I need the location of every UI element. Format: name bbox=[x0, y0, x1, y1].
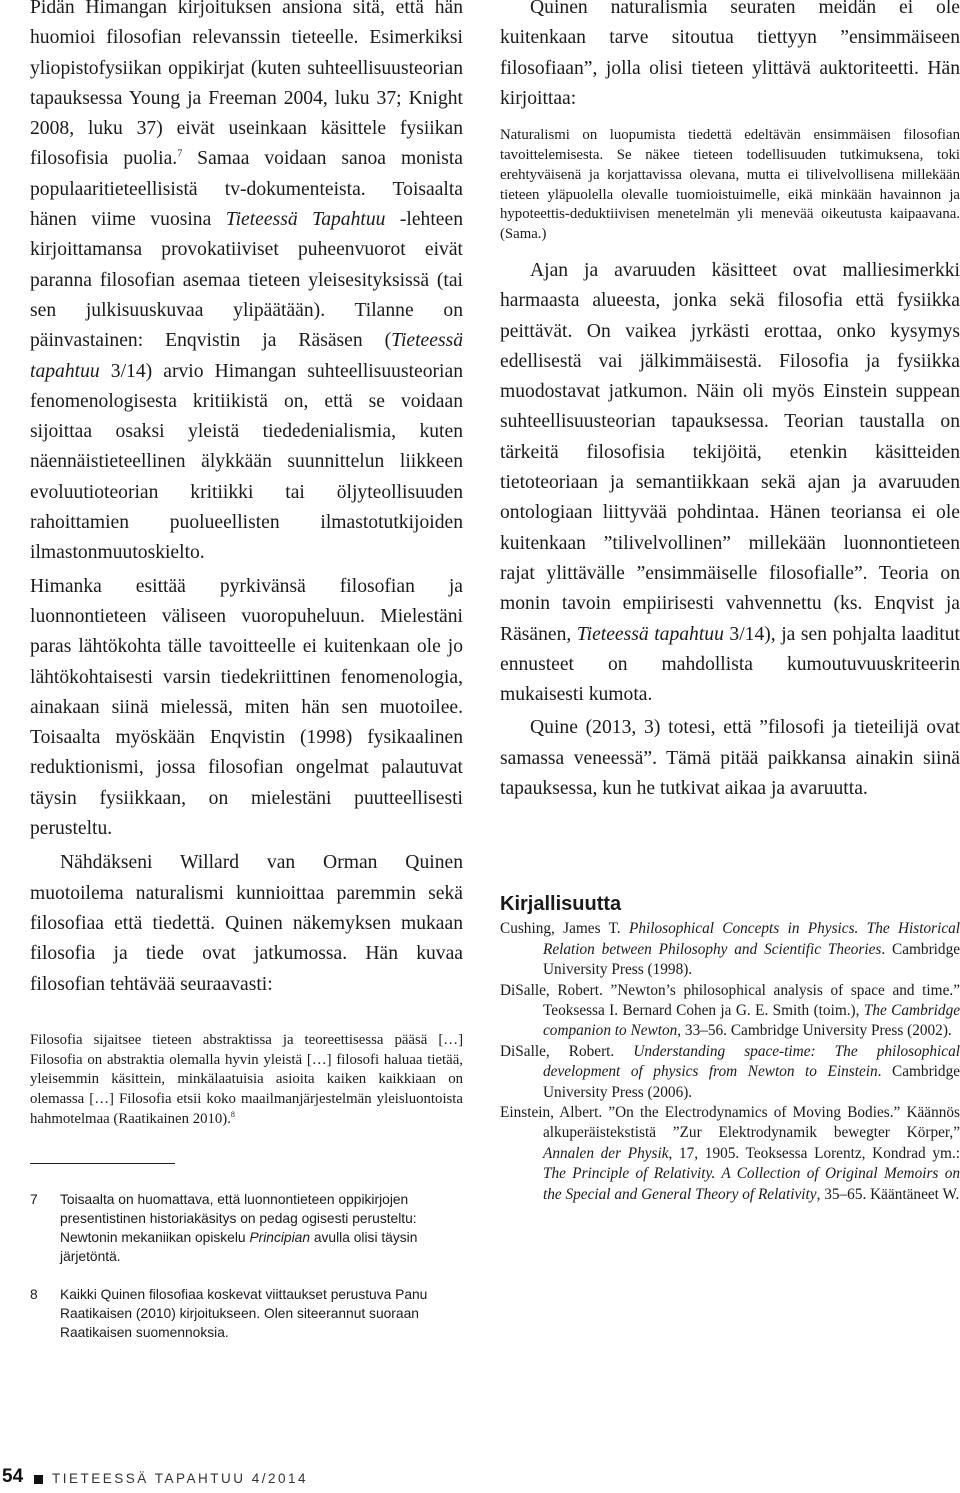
block-quote: Naturalismi on luopumista tiedettä edeltävän ensimmäisen filosofian tavoittelemisesta. Se näkee tieteen todellisuuden tutkimuksena, toki erehtyväisenä ja korjattavissa olevana, mutta ei tilivelvollisena millekään tieteen yläpuolella olevalle tuomioistuimelle, eikä minkään havainnon ja hypoteettis-deduktiivisen menetelmän yli menevää oikeutusta kaipaavana. (Sama.) bbox=[500, 127, 960, 243]
body-paragraph: Pidän Himangan kirjoituksen ansiona sitä, että hän huomioi filosofian relevanssin tieteelle. Esimerkiksi yliopistofysiikan oppikirjat (kuten suhteellisuusteorian tapauksessa Young ja Freeman 2004, luku 37; Knight 2008, luku 37) eivät useinkaan käsittele fysiikan filosofisia puolia.$^7$ Samaa voidaan sanoa monista populaaritieteellisistä tv-dokumenteista. Toisaalta hänen viime vuosina Tieteessä Tapahtuu -lehteen kirjoittamansa provokatiiviset puheenvuorot eivät paranna filosofian asemaa tieteen yleisesityksissä (tai sen julkisuuskuvaa ylipäätään). Tilanne on päinvastainen: Enqvistin ja Räsäsen (Tieteessä tapahtuu 3/14) arvio Himangan suhteellisuusteorian fenomenologisesta kritiikistä on, että se voidaan sijoittaa osaksi yleistä tiededenialismia, kuten näennäistieteellinen älykkään suunnittelun liikkeen evoluutioteorian kritiikki tai öljyteollisuuden rahoittamien puolueellisten ilmastotutkijoiden ilmastonmuutoskielto. bbox=[30, 0, 463, 564]
reference-item: Einstein, Albert. ”On the Electrodynamics of Moving Bodies.” Käännös alkuperäistekstistä ”Zur Elektrodynamik bewegter Körper,” Annalen der Physik, 17, 1905. Teoksessa Lorentz, Kondrad ym.: The Principle of Relativity. A Collection of Original Memoirs on the Special and General Theory of Relativity, 35–65. Kääntäneet W. bbox=[500, 1103, 960, 1203]
footnote-8: 8 Kaikki Quinen filosofiaa koskevat viittaukset perustuva Panu Raatikaisen (2010) kirjoitukseen. Olen siteerannut suoraan Raatikaisen suomennoksia. bbox=[30, 1286, 428, 1340]
references-heading: Kirjallisuutta bbox=[500, 893, 622, 916]
right-column bbox=[500, 0, 960, 1205]
magazine-name: TIETEESSÄ TAPAHTUU 4/2014 bbox=[52, 1471, 309, 1486]
page-number: 54 bbox=[2, 1466, 24, 1487]
references-list bbox=[500, 919, 960, 1205]
reference-item: DiSalle, Robert. ”Newton’s philosophical analysis of space and time.” Teoksessa I. Bernard Cohen ja G. E. Smith (toim.), The Cambridge companion to Newton, 33–56. Cambridge University Press (2002). bbox=[500, 981, 960, 1040]
reference-item: DiSalle, Robert. Understanding space-time: The philosophical development of physics from Newton to Einstein. Cambridge University Press (2006). bbox=[500, 1042, 960, 1101]
body-paragraph: Ajan ja avaruuden käsitteet ovat malliesimerkki harmaasta alueesta, jonka sekä filosofia että fysiikka peittävät. On vaikea jyrkästi erottaa, onko kysymys edellisestä vai jälkimmäisestä. Filosofia ja fysiikka muodostavat jatkumon. Näin oli myös Einstein suppean suhteellisuusteorian tapauksessa. Teorian taustalla on tärkeitä filosofisia tekijöitä, etenkin käsitteiden tietoteoriaan ja semantiikkaan sekä ajan ja avaruuden ontologiaan liittyvää pohdintaa. Hänen teoriansa ei ole kuitenkaan ”tilivelvollinen” millekään luonnontieteen rajat ylittävälle ”ensimmäiselle filosofialle”. Teoria on monin tavoin empiirisesti vahvennettu (ks. Enqvist ja Räsänen, Tieteessä tapahtuu 3/14), ja sen pohjalta laaditut ennusteet on mahdollista kumoutuvuuskriteerin mukaisesti kumota. bbox=[500, 259, 960, 706]
body-paragraph: Quinen naturalismia seuraten meidän ei ole kuitenkaan tarve sitoutua tiettyyn ”ensimmäiseen filosofiaan”, jolla olisi tieteen ylittävä auktoriteetti. Hän kirjoittaa: bbox=[500, 0, 960, 109]
footnote-ref-7[interactable]: 7 bbox=[177, 148, 183, 160]
footnote-7: 7 Toisaalta on huomattava, että luonnontieteen oppikirjojen presentistinen historiakäsitys on pedag ogisesti perusteltu: Newtonin mekaniikan opiskelu Principian avulla olisi täysin järjetöntä. bbox=[30, 1191, 418, 1265]
reference-item: Cushing, James T. Philosophical Concepts in Physics. The Historical Relation between Philosophy and Scientific Theories. Cambridge University Press (1998). bbox=[500, 920, 960, 979]
body-paragraph: Quine (2013, 3) totesi, että ”filosofi ja tieteilijä ovat samassa veneessä”. Tämä pitää paikkansa ainakin siinä tapauksessa, kun he tutkivat aikaa ja avaruutta. bbox=[500, 717, 960, 800]
footnotes bbox=[30, 1190, 463, 1342]
block-quote: Filosofia sijaitsee tieteen abstraktissa ja teoreettisessa pääsä […] Filosofia on abstraktia olemalla hyvin yleistä […] filosofi haluaa tietää, yleisemmin käsittein, minkälaatuisia asioita kaiken kaikkiaan on olemassa […] Filosofia etsii koko maailmanjärjestelmän yleisluontoista hahmotelmaa (Raatikainen 2010).$^8$ bbox=[30, 1031, 463, 1127]
footnote-separator bbox=[30, 1163, 175, 1164]
footnote-ref-8[interactable]: 8 bbox=[230, 1110, 235, 1120]
body-paragraph: Himanka esittää pyrkivänsä filosofian ja luonnontieteen väliseen vuoropuheluun. Mielestäni paras lähtökohta tälle tavoitteelle ei kuitenkaan ole jo lähtökohtaisesti varsin tiedekriittinen fenomenologia, ainakaan siinä mielessä, miten hän sen muotoilee. Toisaalta myöskään Enqvistin (1998) fysikaalinen reduktionismi, jossa filosofian ongelmat palautuvat täysin fysiikkaan, on mielestäni puutteellisesti perusteltu. bbox=[30, 575, 463, 840]
body-paragraph: Nähdäkseni Willard van Orman Quinen muotoilema naturalismi kunnioittaa paremmin sekä filosofiaa että tiedettä. Quinen näkemyksen mukaan filosofia ja tiede ovat jatkumossa. Hän kuvaa filosofian tehtävää seuraavasti: bbox=[30, 852, 463, 995]
left-column bbox=[30, 0, 463, 1342]
square-bullet-icon bbox=[34, 1475, 43, 1484]
